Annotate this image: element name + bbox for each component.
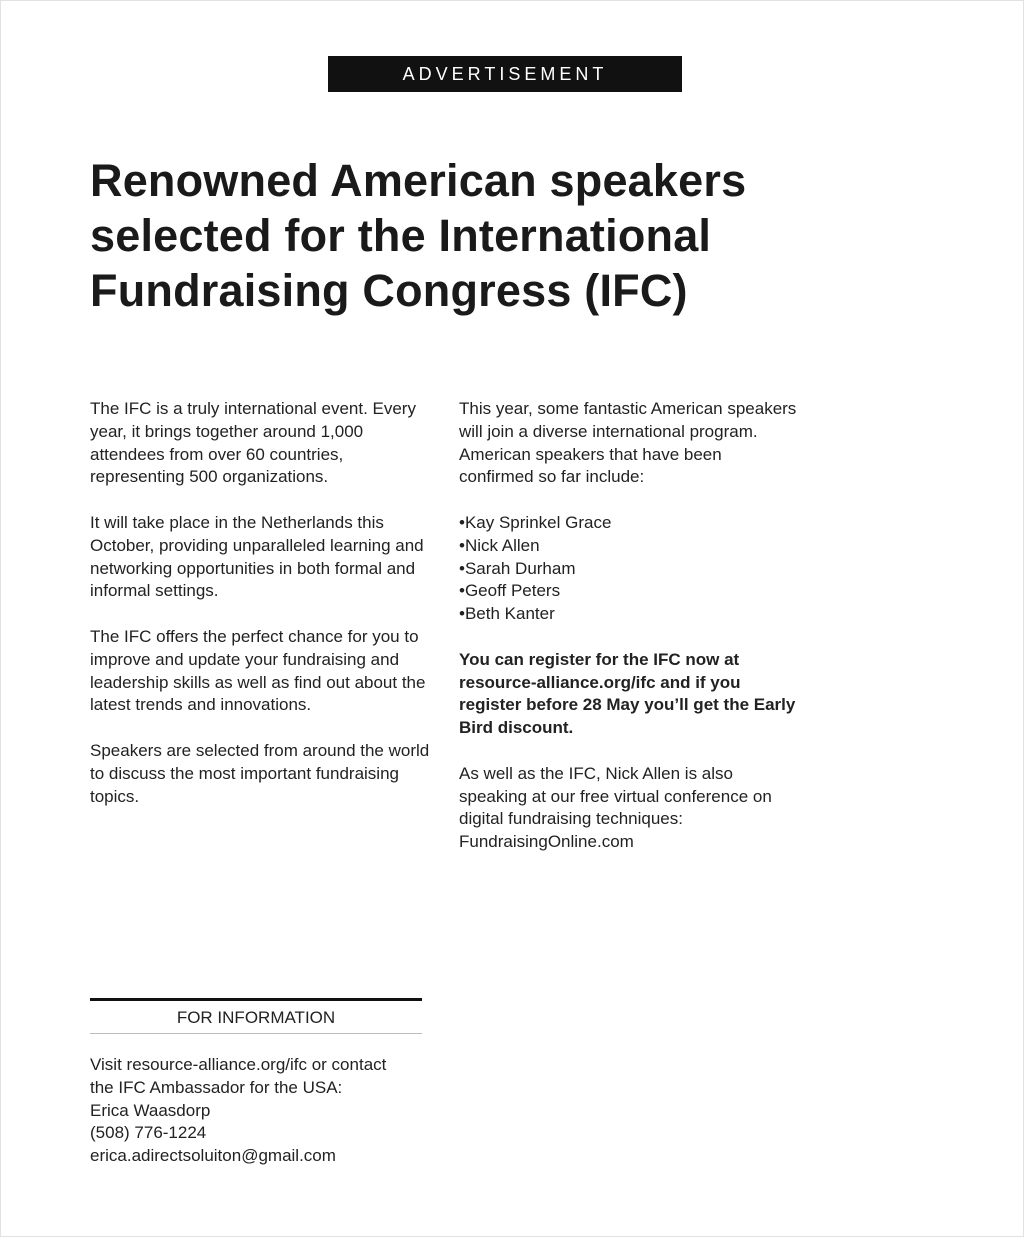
headline-line-3: Fundraising Congress (IFC): [90, 265, 688, 316]
speaker-item: • Geoff Peters: [459, 580, 799, 603]
info-ambassador-line: the IFC Ambassador for the USA:: [90, 1077, 343, 1097]
paragraph-location: It will take place in the Netherlands this October, providing unparalleled learning and networking opportunities in both formal and informal settings.: [90, 512, 424, 601]
paragraph-register: You can register for the IFC now at resource-alliance.org/ifc and if you register before 28 May you’ll get the Early Bird discount.: [459, 649, 796, 738]
headline: [90, 153, 850, 318]
paragraph-american-speakers: This year, some fantastic American speakers will join a diverse international program. American speakers that have been confirmed so far include:: [459, 399, 797, 487]
paragraph-speakers: Speakers are selected from around the world to discuss the most important fundraising topics.: [90, 740, 430, 806]
info-visit-line: Visit resource-alliance.org/ifc or contact: [90, 1055, 387, 1074]
info-rule-thin: [90, 1033, 422, 1034]
speaker-item: • Kay Sprinkel Grace: [459, 512, 799, 535]
speaker-list: [459, 512, 799, 626]
advertisement-banner: ADVERTISEMENT: [328, 56, 682, 92]
right-column: [459, 398, 799, 877]
left-column: [90, 398, 435, 831]
paragraph-benefits: The IFC offers the perfect chance for you to improve and update your fundraising and leadership skills as well as find out about the latest trends and innovations.: [90, 626, 426, 715]
headline-line-2: selected for the International: [90, 210, 712, 261]
contact-name: Erica Waasdorp: [90, 1100, 211, 1120]
paragraph-virtual-conference: As well as the IFC, Nick Allen is also speaking at our free virtual conference on digital fundraising techniques: FundraisingOnline.com: [459, 763, 772, 852]
information-box: [90, 998, 422, 1168]
info-title: FOR INFORMATION: [176, 1008, 336, 1027]
paragraph-intro: The IFC is a truly international event. Every year, it brings together around 1,000 attendees from over 60 countries, representing 500 organizations.: [90, 399, 416, 487]
headline-line-1: Renowned American speakers: [90, 155, 747, 206]
speaker-item: • Sarah Durham: [459, 558, 799, 581]
info-body: [90, 1054, 422, 1168]
speaker-item: • Nick Allen: [459, 535, 799, 558]
contact-phone: (508) 776-1224: [90, 1123, 207, 1143]
speaker-item: • Beth Kanter: [459, 603, 799, 626]
contact-email: erica.adirectsoluiton@gmail.com: [90, 1146, 336, 1166]
